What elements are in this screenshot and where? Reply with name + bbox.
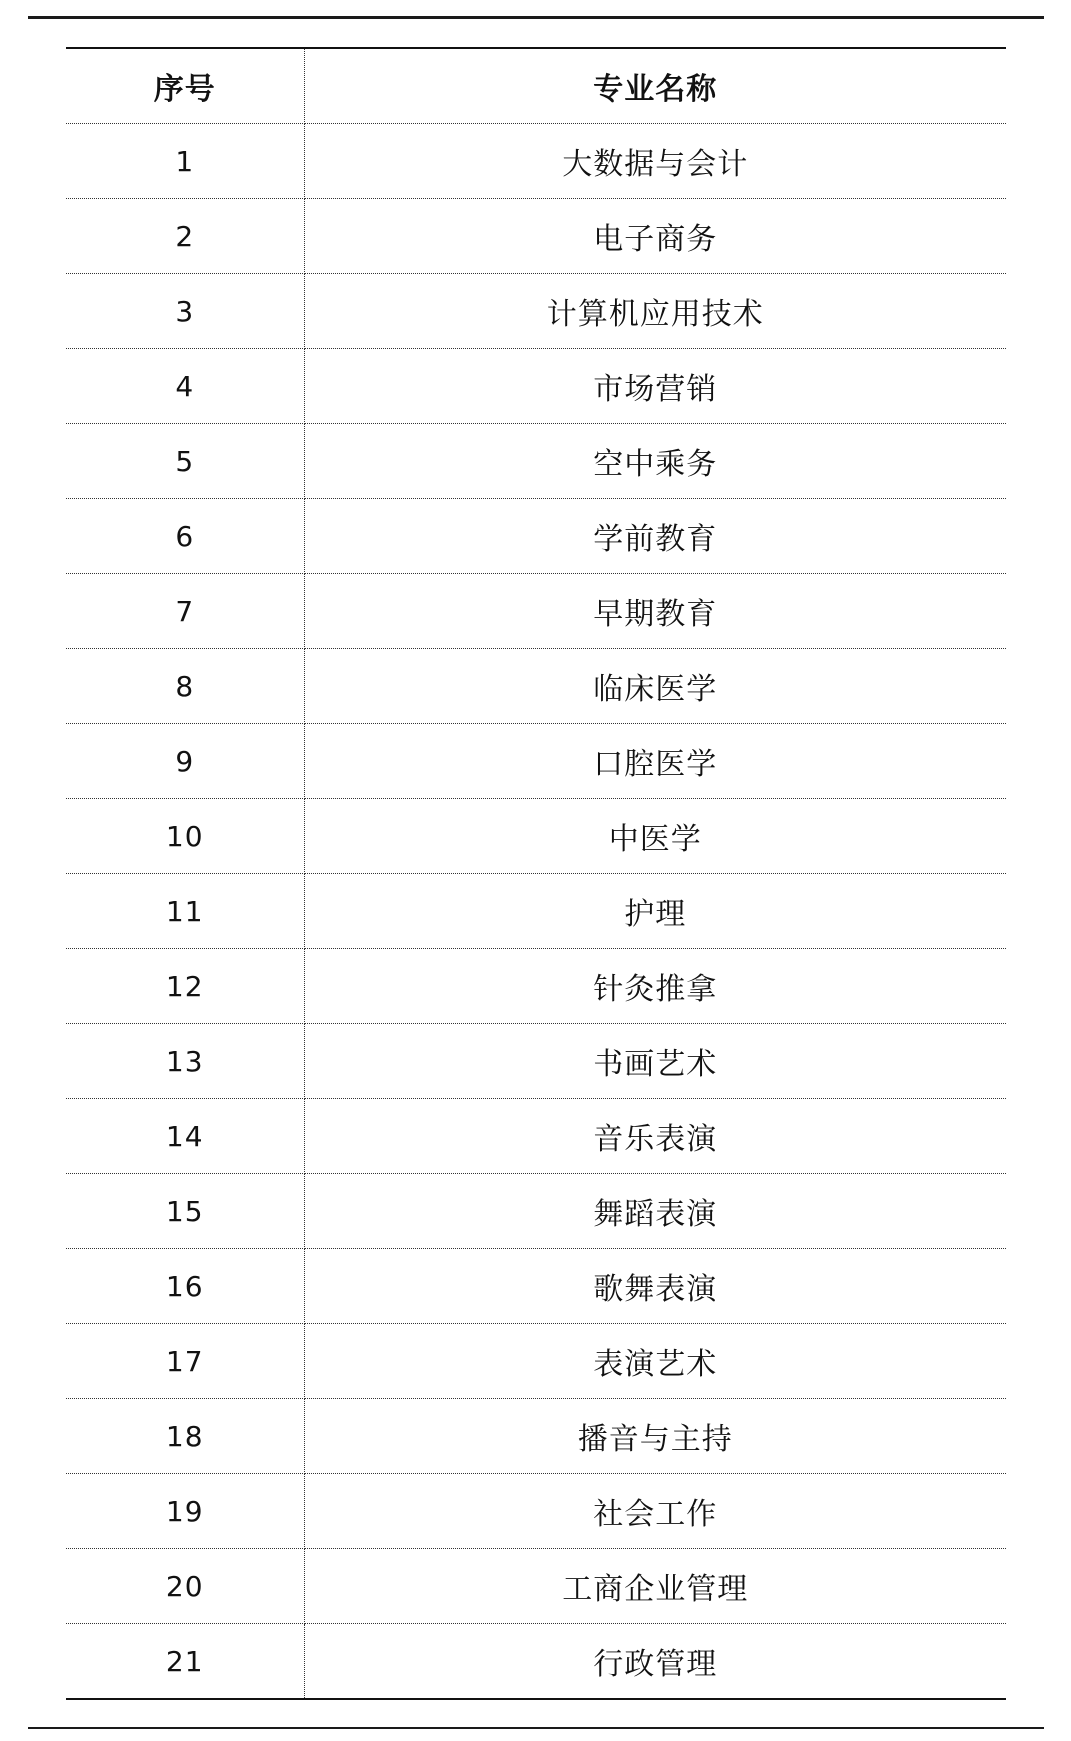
table-row bbox=[66, 649, 1006, 724]
row-major-name: 音乐表演 bbox=[304, 1099, 1006, 1174]
header-major-name: 专业名称 bbox=[304, 48, 1006, 124]
row-index: 21 bbox=[66, 1624, 304, 1700]
table-row bbox=[66, 724, 1006, 799]
majors-table-container bbox=[66, 47, 1006, 1697]
row-index: 17 bbox=[66, 1324, 304, 1399]
table-row bbox=[66, 1099, 1006, 1174]
row-major-name: 中医学 bbox=[304, 799, 1006, 874]
table-row bbox=[66, 1474, 1006, 1549]
row-index: 2 bbox=[66, 199, 304, 274]
row-major-name: 针灸推拿 bbox=[304, 949, 1006, 1024]
table-row bbox=[66, 349, 1006, 424]
row-index: 16 bbox=[66, 1249, 304, 1324]
row-major-name: 早期教育 bbox=[304, 574, 1006, 649]
table-row bbox=[66, 199, 1006, 274]
row-major-name: 表演艺术 bbox=[304, 1324, 1006, 1399]
row-index: 19 bbox=[66, 1474, 304, 1549]
row-major-name: 市场营销 bbox=[304, 349, 1006, 424]
row-major-name: 口腔医学 bbox=[304, 724, 1006, 799]
table-row bbox=[66, 874, 1006, 949]
row-major-name: 行政管理 bbox=[593, 1647, 718, 1682]
table-row bbox=[66, 949, 1006, 1024]
row-index: 3 bbox=[66, 274, 304, 349]
row-index: 8 bbox=[66, 649, 304, 724]
row-major-name: 空中乘务 bbox=[304, 424, 1006, 499]
row-major-name: 社会工作 bbox=[304, 1474, 1006, 1549]
table-row bbox=[66, 1249, 1006, 1324]
table-row bbox=[66, 1624, 1006, 1700]
row-index: 7 bbox=[66, 574, 304, 649]
row-major-name: 歌舞表演 bbox=[304, 1249, 1006, 1324]
row-major-name: 大数据与会计 bbox=[304, 124, 1006, 199]
table-row bbox=[66, 1399, 1006, 1474]
row-index: 4 bbox=[66, 349, 304, 424]
row-major-name: 计算机应用技术 bbox=[304, 274, 1006, 349]
table-row bbox=[66, 274, 1006, 349]
row-major-name: 护理 bbox=[304, 874, 1006, 949]
row-major-name: 工商企业管理 bbox=[304, 1549, 1006, 1624]
row-index: 11 bbox=[66, 874, 304, 949]
table-row bbox=[66, 499, 1006, 574]
row-major-name: 临床医学 bbox=[304, 649, 1006, 724]
row-major-name: 播音与主持 bbox=[304, 1399, 1006, 1474]
row-index: 5 bbox=[66, 424, 304, 499]
row-index: 13 bbox=[66, 1024, 304, 1099]
table-row bbox=[66, 1024, 1006, 1099]
table-row bbox=[66, 124, 1006, 199]
row-index: 6 bbox=[66, 499, 304, 574]
table-row bbox=[66, 1549, 1006, 1624]
table-row bbox=[66, 574, 1006, 649]
table-row bbox=[66, 799, 1006, 874]
row-index: 14 bbox=[66, 1099, 304, 1174]
table-body bbox=[66, 124, 1006, 1700]
row-index: 18 bbox=[66, 1399, 304, 1474]
table-header-row bbox=[66, 48, 1006, 124]
row-index: 9 bbox=[66, 724, 304, 799]
row-index: 15 bbox=[66, 1174, 304, 1249]
row-index: 1 bbox=[66, 124, 304, 199]
majors-table bbox=[66, 47, 1006, 1700]
row-major-name: 书画艺术 bbox=[304, 1024, 1006, 1099]
table-row bbox=[66, 1324, 1006, 1399]
row-index: 10 bbox=[66, 799, 304, 874]
table-row bbox=[66, 424, 1006, 499]
row-index: 20 bbox=[66, 1549, 304, 1624]
top-divider bbox=[28, 16, 1044, 19]
row-major-name: 电子商务 bbox=[304, 199, 1006, 274]
bottom-divider bbox=[28, 1727, 1044, 1729]
row-index: 12 bbox=[66, 949, 304, 1024]
row-major-name: 舞蹈表演 bbox=[304, 1174, 1006, 1249]
header-index: 序号 bbox=[66, 48, 304, 124]
table-row bbox=[66, 1174, 1006, 1249]
row-major-name: 学前教育 bbox=[304, 499, 1006, 574]
